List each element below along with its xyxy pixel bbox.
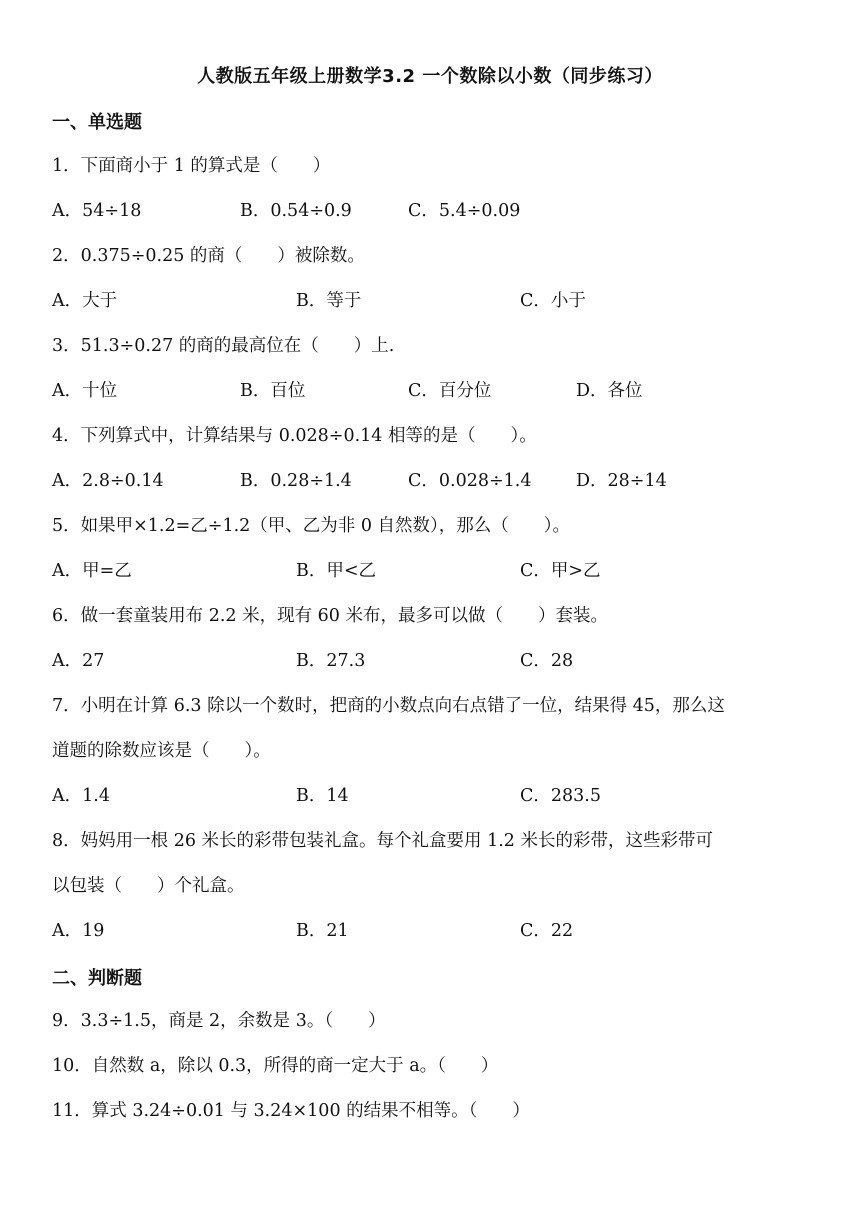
option-b[interactable]: B．等于: [296, 291, 362, 311]
question-3: 3．51.3÷0.27 的商的最高位在（ ）上.: [52, 336, 395, 356]
question-4: 4．下列算式中，计算结果与 0.028÷0.14 相等的是（ ）。: [52, 426, 537, 446]
page-title: 人教版五年级上册数学3.2 一个数除以小数（同步练习）: [197, 66, 663, 87]
option-d[interactable]: D．28÷14: [576, 471, 667, 491]
section-heading-true-false: 二、判断题: [52, 968, 142, 989]
option-a[interactable]: A．十位: [52, 381, 118, 401]
option-a[interactable]: A．2.8÷0.14: [52, 471, 164, 491]
option-a[interactable]: A．大于: [52, 291, 118, 311]
question-2: 2．0.375÷0.25 的商（ ）被除数。: [52, 246, 365, 266]
option-b[interactable]: B．21: [296, 921, 349, 941]
option-a[interactable]: A．19: [52, 921, 105, 941]
question-10: 10．自然数 a，除以 0.3，所得的商一定大于 a。（ ）: [52, 1056, 499, 1076]
option-d[interactable]: D．各位: [576, 381, 643, 401]
option-c[interactable]: C．甲>乙: [520, 561, 601, 581]
question-1: 1．下面商小于 1 的算式是（ ）: [52, 156, 331, 176]
option-c[interactable]: C．百分位: [408, 381, 492, 401]
option-a[interactable]: A．54÷18: [52, 201, 142, 221]
section-heading-single-choice: 一、单选题: [52, 112, 142, 133]
option-b[interactable]: B．百位: [240, 381, 306, 401]
option-c[interactable]: C．28: [520, 651, 574, 671]
option-c[interactable]: C．小于: [520, 291, 586, 311]
question-8-line-1: 8．妈妈用一根 26 米长的彩带包装礼盒。每个礼盒要用 1.2 米长的彩带，这些彩带可: [52, 831, 713, 851]
option-a[interactable]: A．甲=乙: [52, 561, 132, 581]
question-11: 11．算式 3.24÷0.01 与 3.24×100 的结果不相等。（ ）: [52, 1101, 530, 1121]
option-b[interactable]: B．27.3: [296, 651, 366, 671]
question-9: 9．3.3÷1.5，商是 2，余数是 3。（ ）: [52, 1011, 386, 1031]
option-a[interactable]: A．27: [52, 651, 105, 671]
option-b[interactable]: B．甲<乙: [296, 561, 377, 581]
option-c[interactable]: C．22: [520, 921, 574, 941]
option-a[interactable]: A．1.4: [52, 786, 110, 806]
option-c[interactable]: C．0.028÷1.4: [408, 471, 532, 491]
option-b[interactable]: B．14: [296, 786, 349, 806]
question-5: 5．如果甲×1.2=乙÷1.2（甲、乙为非 0 自然数），那么（ ）。: [52, 516, 571, 536]
option-b[interactable]: B．0.28÷1.4: [240, 471, 352, 491]
question-7-line-2: 道题的除数应该是（ ）。: [52, 741, 271, 761]
question-6: 6．做一套童装用布 2.2 米，现有 60 米布，最多可以做（ ）套装。: [52, 606, 608, 626]
question-8-line-2: 以包装（ ）个礼盒。: [52, 876, 245, 896]
question-7-line-1: 7．小明在计算 6.3 除以一个数时，把商的小数点向右点错了一位，结果得 45，那么这: [52, 696, 725, 716]
option-c[interactable]: C．283.5: [520, 786, 601, 806]
option-b[interactable]: B．0.54÷0.9: [240, 201, 352, 221]
option-c[interactable]: C．5.4÷0.09: [408, 201, 521, 221]
